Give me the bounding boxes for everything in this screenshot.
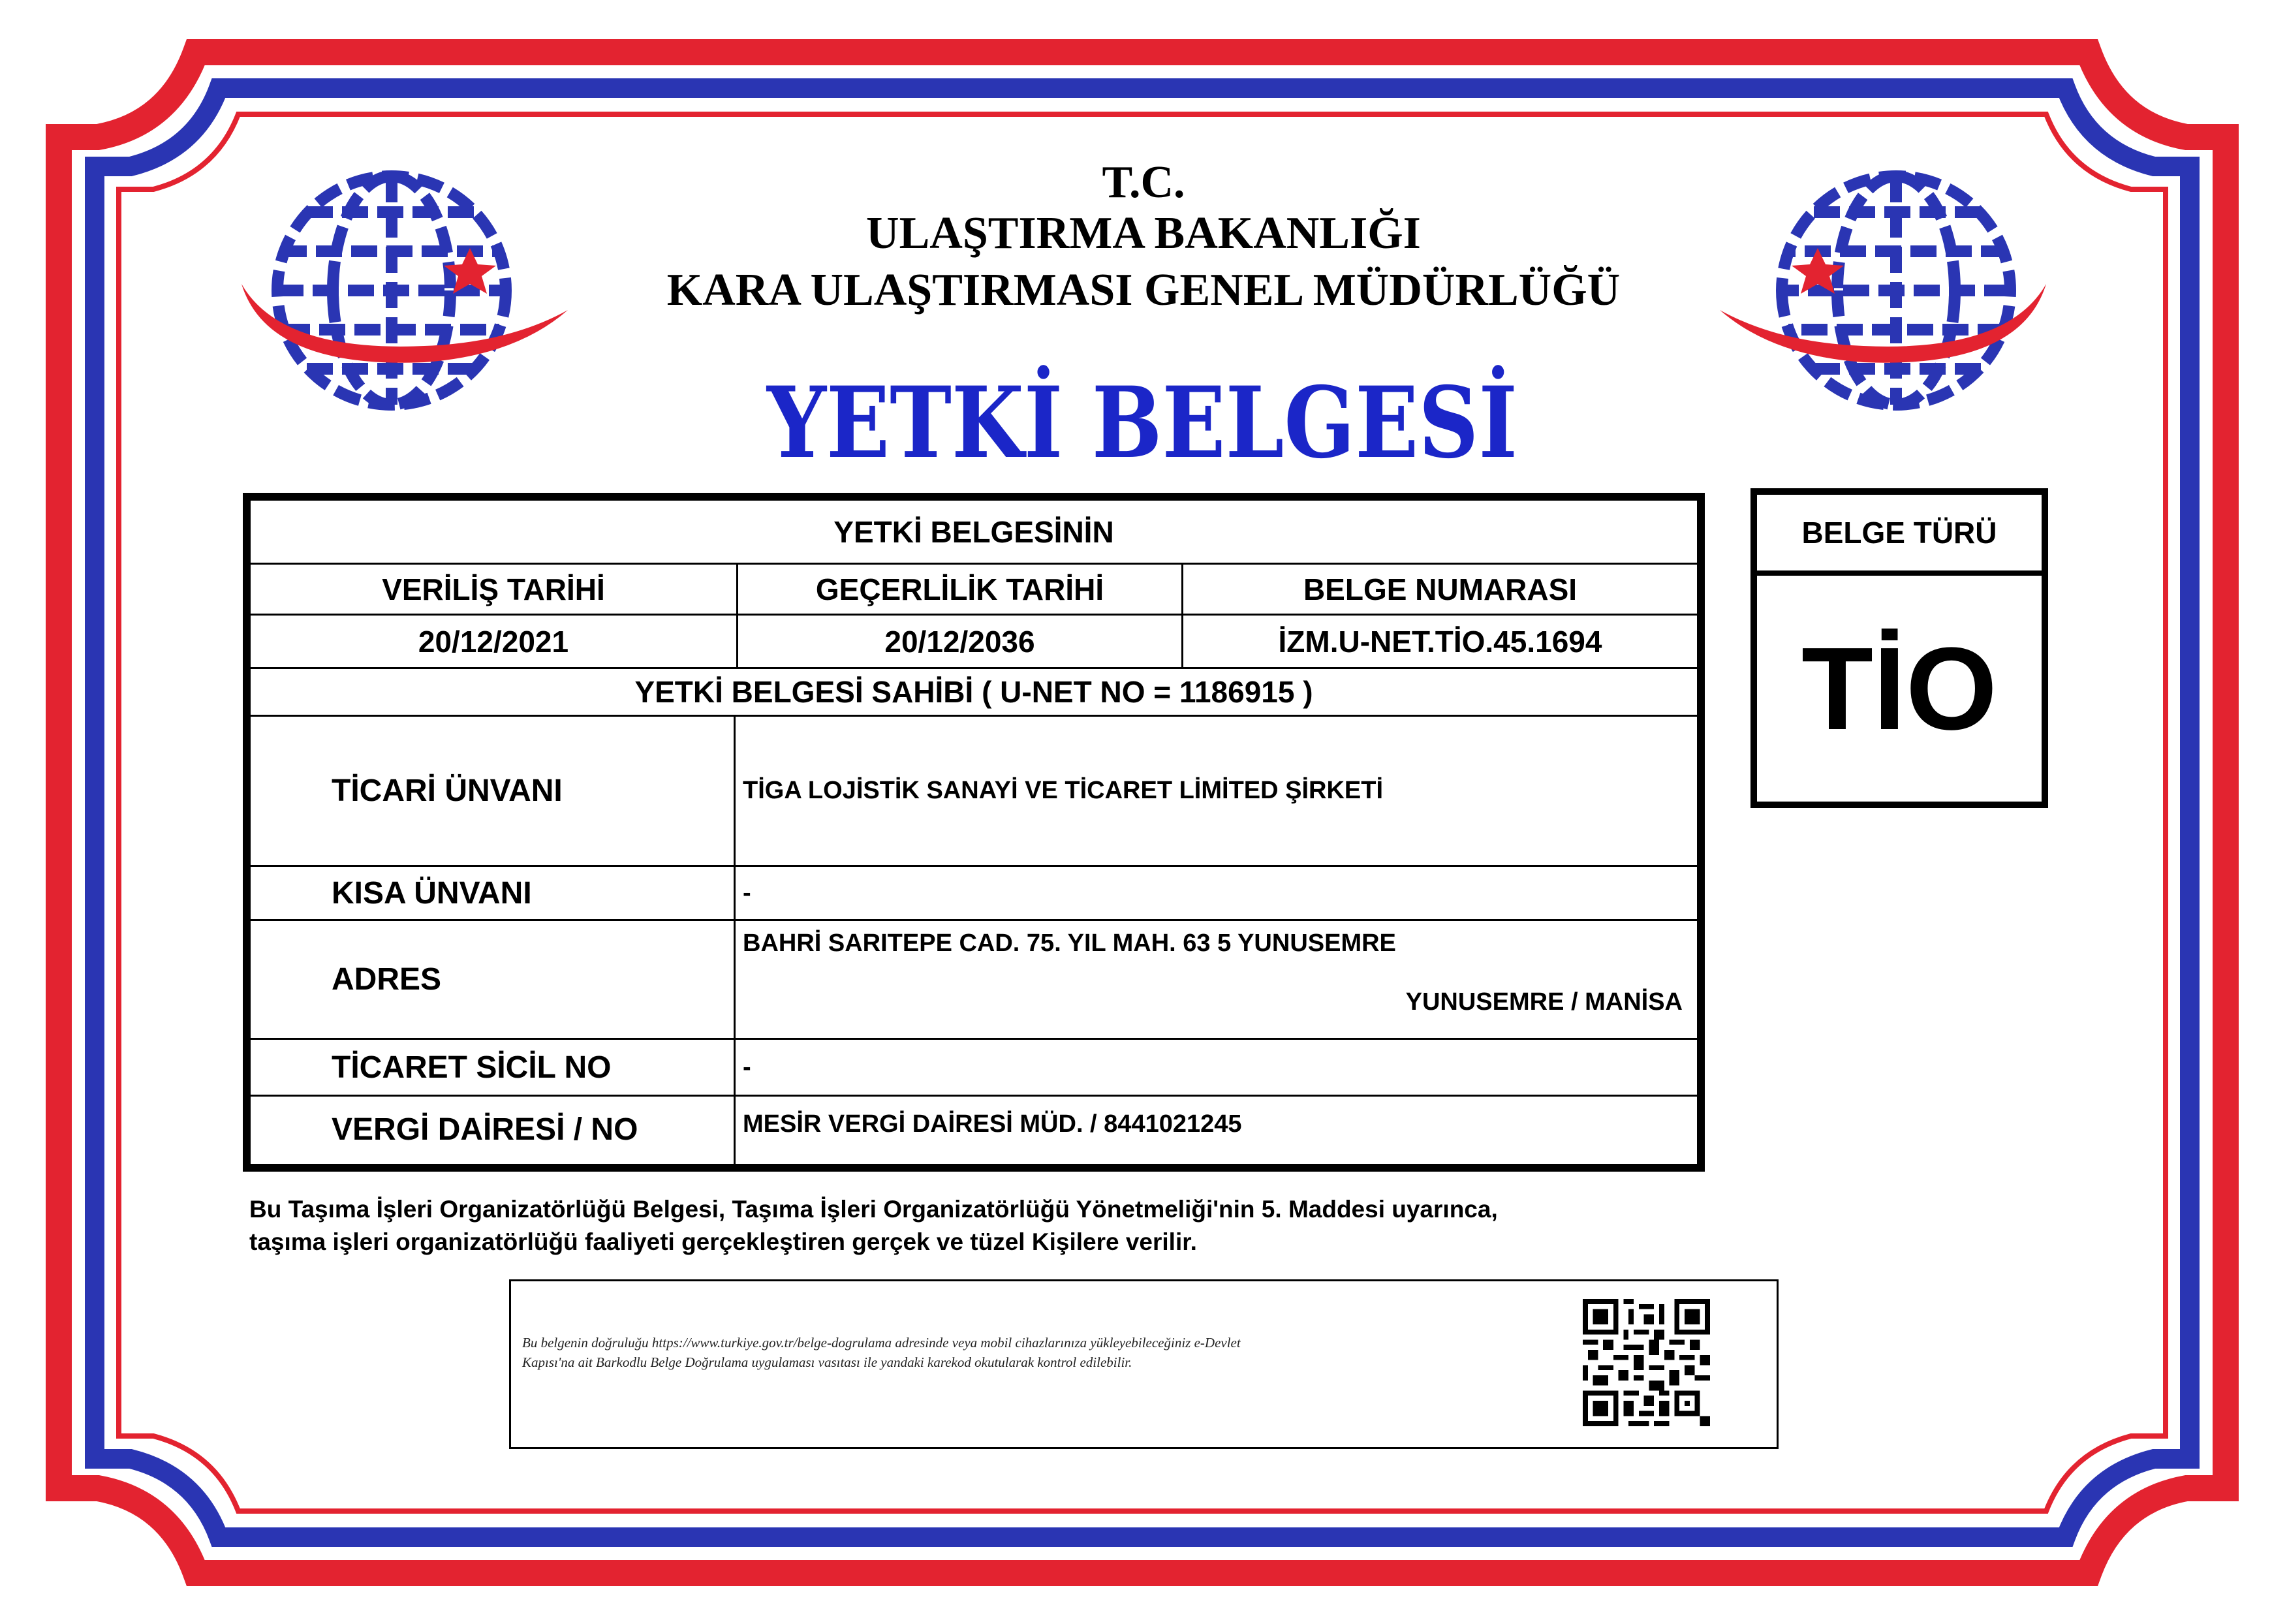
label-trade-registry-no: TİCARET SİCİL NO — [332, 1050, 612, 1085]
value-short-name: - — [743, 879, 751, 907]
legal-text-line1: Bu Taşıma İşleri Organizatörlüğü Belgesi, Taşıma İşleri Organizatörlüğü Yönetmeliği'nin 5. Maddesi uyarınca, — [249, 1196, 1498, 1223]
label-trade-name: TİCARİ ÜNVANI — [332, 773, 563, 808]
table-section-title: YETKİ BELGESİNİN — [833, 514, 1114, 549]
table-divider — [734, 715, 736, 1164]
value-trade-name: TİGA LOJİSTİK SANAYİ VE TİCARET LİMİTED ŞİRKETİ — [743, 777, 1384, 804]
column-header-issue-date: VERİLİŞ TARİHİ — [382, 572, 605, 606]
document-number-value: İZM.U-NET.TİO.45.1694 — [1278, 624, 1602, 659]
label-address: ADRES — [332, 962, 442, 997]
document-type-label: BELGE TÜRÜ — [1801, 516, 1997, 550]
value-trade-registry-no: - — [743, 1053, 751, 1081]
legal-text-line2: taşıma işleri organizatörlüğü faaliyeti gerçekleştiren gerçek ve tüzel Kişilere verilir. — [249, 1228, 1197, 1255]
column-header-validity-date: GEÇERLİLİK TARİHİ — [815, 572, 1104, 606]
value-address-line2: YUNUSEMRE / MANİSA — [1405, 988, 1683, 1016]
issue-date-value: 20/12/2021 — [418, 624, 569, 659]
qr-code[interactable] — [1583, 1299, 1710, 1426]
document-title — [751, 362, 1651, 480]
column-header-document-number: BELGE NUMARASI — [1303, 572, 1578, 606]
document-title-text: YETKİ BELGESİ — [767, 366, 1651, 480]
verification-text-line2: Kapısı'na ait Barkodlu Belge Doğrulama uygulaması vasıtası ile yandaki karekod okutularak kontrol edilebilir. — [522, 1354, 1132, 1370]
label-short-name: KISA ÜNVANI — [332, 875, 532, 911]
owner-section-title: YETKİ BELGESİ SAHİBİ ( U-NET NO = 1186915 ) — [634, 675, 1313, 709]
validity-date-value: 20/12/2036 — [884, 624, 1035, 659]
header-directorate: KARA ULAŞTIRMASI GENEL MÜDÜRLÜĞÜ — [666, 265, 1621, 315]
label-tax-office: VERGİ DAİRESİ / NO — [332, 1112, 638, 1147]
header-tc: T.C. — [1102, 157, 1185, 208]
verification-text-line1: Bu belgenin doğruluğu https://www.turkiye.gov.tr/belge-dogrulama adresinde veya mobil cihazlarınıza yükleyebileceğiniz e-Devlet — [522, 1335, 1241, 1351]
value-address-line1: BAHRİ SARITEPE CAD. 75. YIL MAH. 63 5 YUNUSEMRE — [743, 929, 1396, 957]
value-tax-office: MESİR VERGİ DAİRESİ MÜD. / 8441021245 — [743, 1110, 1242, 1138]
document-type-value: TİO — [1801, 623, 1997, 755]
table-divider — [1757, 570, 2042, 576]
header-ministry: ULAŞTIRMA BAKANLIĞI — [866, 208, 1421, 258]
